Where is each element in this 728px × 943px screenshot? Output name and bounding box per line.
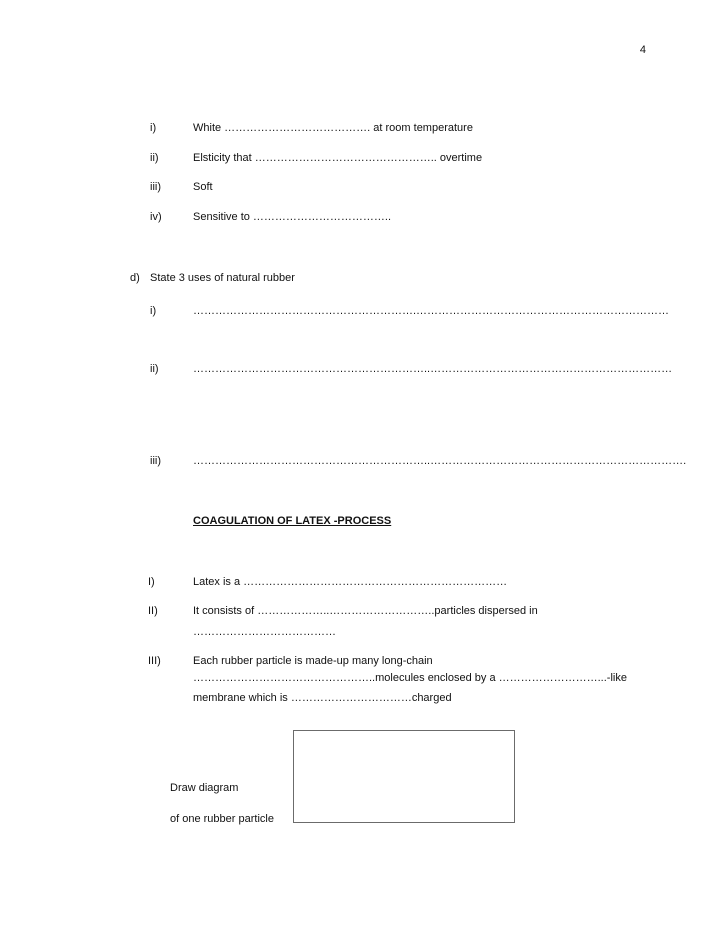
item-text: It consists of ………………..………………………..particles dispersed in: [193, 605, 538, 617]
item-number: I): [148, 576, 155, 588]
answer-dots: …………………………………………………….……………………………………………………………: [193, 305, 670, 317]
item-number: i): [150, 122, 157, 134]
item-number: iii): [150, 455, 161, 467]
item-text-continued: …………………………………: [193, 626, 336, 638]
diagram-drawing-box: [293, 730, 515, 823]
answer-dots: ………………………………………………………..…………………………………………………………….: [193, 455, 687, 467]
item-text-continued: …………………………………………..molecules enclosed by a ………………………...-like: [193, 672, 627, 684]
page-number: 4: [639, 44, 646, 56]
section-heading: COAGULATION OF LATEX -PROCESS: [193, 515, 392, 527]
item-text: Each rubber particle is made-up many long-chain: [193, 655, 433, 667]
question-text: State 3 uses of natural rubber: [150, 272, 295, 284]
item-number: iii): [150, 181, 161, 193]
item-text-continued: membrane which is ……………………………charged: [193, 692, 452, 704]
item-text: Soft: [193, 181, 213, 193]
item-number: ii): [150, 363, 159, 375]
item-number: III): [148, 655, 161, 667]
item-text: Sensitive to ………………………………..: [193, 211, 392, 223]
item-text: Latex is a ………………………………………………………………: [193, 576, 508, 588]
item-number: ii): [150, 152, 159, 164]
diagram-prompt-line-1: Draw diagram: [170, 782, 239, 794]
item-text: Elsticity that ………………………………………….. overtime: [193, 152, 483, 164]
item-text: White …………………………………. at room temperature: [193, 122, 473, 134]
diagram-prompt-line-2: of one rubber particle: [170, 813, 274, 825]
item-number: i): [150, 305, 157, 317]
item-number: iv): [150, 211, 162, 223]
answer-dots: ………………………………………………………..…………………………………………………………: [193, 363, 673, 375]
section-letter: d): [130, 272, 140, 284]
item-number: II): [148, 605, 158, 617]
